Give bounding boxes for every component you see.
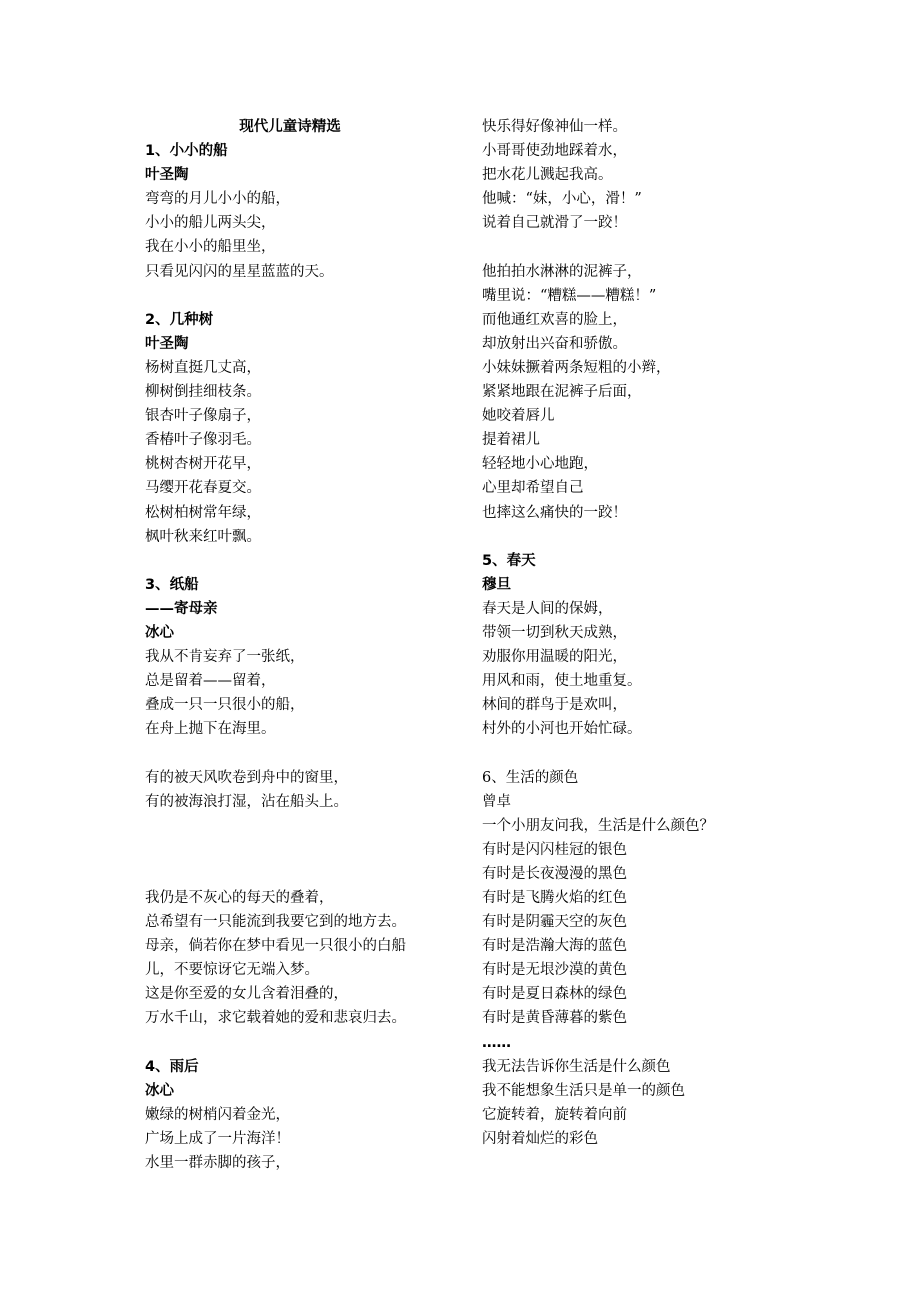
poem-line: 小哥哥使劲地踩着水，	[482, 143, 627, 160]
poem-line: 有时是黄昏薄暮的紫色	[482, 1010, 627, 1027]
poem-line: 母亲，倘若你在梦中看见一只很小的白船	[145, 938, 406, 955]
poem-line: 他拍拍水淋淋的泥裤子，	[482, 263, 642, 280]
poem-heading: 5、春天	[482, 552, 536, 569]
poem-heading: 1、小小的船	[145, 143, 228, 160]
poem-line: 桃树杏树开花早，	[145, 456, 261, 473]
poem-line: 把水花儿溅起我高。	[482, 167, 613, 184]
poem-line: 闪射着灿烂的彩色	[482, 1130, 598, 1147]
poem-line: 有时是浩瀚大海的蓝色	[482, 938, 627, 955]
poem-line: 银杏叶子像扇子，	[145, 408, 261, 425]
poem-line: 有时是无垠沙漠的黄色	[482, 962, 627, 979]
poem-line: 有的被海浪打湿，沾在船头上。	[145, 793, 348, 810]
poem-line: 林间的群鸟于是欢叫，	[482, 697, 627, 714]
poem-line: 我从不肯妄弃了一张纸，	[145, 649, 305, 666]
poem-line: 嘴里说：“糟糕——糟糕！”	[482, 287, 657, 304]
poem-line: 广场上成了一片海洋！	[145, 1130, 290, 1147]
poem-line: 有时是飞腾火焰的红色	[482, 890, 627, 906]
poem-line: 劝服你用温暖的阳光，	[482, 649, 627, 666]
poem-line: 却放射出兴奋和骄傲。	[482, 335, 627, 352]
poem-line: 快乐得好像神仙一样。	[482, 119, 627, 135]
poem-line: 在舟上抛下在海里。	[145, 721, 276, 738]
poem-line: 嫩绿的树梢闪着金光，	[145, 1106, 290, 1123]
poem-line: 叠成一只一只很小的船，	[145, 697, 305, 714]
poem-author: 冰心	[145, 624, 174, 641]
poem-line: 有的被天风吹卷到舟中的窗里，	[145, 769, 348, 786]
poem-line: 一个小朋友问我，生活是什么颜色？	[482, 817, 714, 834]
poem-line: 有时是阴霾天空的灰色	[482, 914, 627, 931]
poem-line: 我无法告诉你生活是什么颜色	[482, 1058, 671, 1075]
poem-line: 而他通红欢喜的脸上，	[482, 311, 627, 328]
poem-line: 轻轻地小心地跑，	[482, 456, 598, 473]
poem-heading: 2、几种树	[145, 311, 214, 328]
poem-line: 小小的船儿两头尖，	[145, 215, 276, 232]
poem-line: 心里却希望自己	[482, 480, 584, 497]
poem-author: 叶圣陶	[145, 335, 189, 352]
poem-line: 万水千山，求它载着她的爱和悲哀归去。	[145, 1010, 406, 1027]
poem-line: 有时是长夜漫漫的黑色	[482, 865, 627, 882]
poem-line: 紧紧地跟在泥裤子后面，	[482, 384, 642, 401]
poem-line: 也摔这么痛快的一跤！	[482, 504, 627, 521]
poem-line: 有时是夏日森林的绿色	[482, 986, 627, 1003]
poem-line: 只看见闪闪的星星蓝蓝的天。	[145, 263, 334, 280]
poem-subtitle: ——寄母亲	[145, 600, 218, 617]
poem-line: 马缨开花春夏交。	[145, 480, 261, 497]
poem-heading: 6、生活的颜色	[482, 769, 579, 786]
poem-line: 它旋转着，旋转着向前	[482, 1106, 627, 1123]
poem-line: 儿，不要惊讶它无端入梦。	[145, 962, 319, 979]
poem-line: 弯弯的月儿小小的船，	[145, 191, 290, 208]
ellipsis: ……	[482, 1034, 511, 1051]
poem-line: 有时是闪闪桂冠的银色	[482, 841, 627, 858]
poem-line: 春天是人间的保姆，	[482, 600, 613, 617]
poem-line: 他喊：“妹，小心，滑！”	[482, 191, 642, 208]
poem-line: 提着裙儿	[482, 432, 540, 449]
poem-line: 村外的小河也开始忙碌。	[482, 721, 642, 738]
right-column	[482, 115, 782, 1151]
poem-line: 她咬着唇儿	[482, 408, 555, 425]
poem-line: 杨树直挺几丈高，	[145, 359, 261, 376]
poem-line: 总希望有一只能流到我要它到的地方去。	[145, 914, 406, 931]
poem-line: 说着自己就滑了一跤！	[482, 215, 627, 232]
poem-heading: 3、纸船	[145, 576, 199, 593]
poem-line: 我仍是不灰心的每天的叠着，	[145, 890, 334, 906]
poem-line: 松树柏树常年绿，	[145, 504, 261, 521]
poem-line: 水里一群赤脚的孩子，	[145, 1155, 290, 1172]
poem-author: 穆旦	[482, 576, 511, 593]
poem-line: 我不能想象生活只是单一的颜色	[482, 1082, 685, 1099]
poem-line: 我在小小的船里坐，	[145, 239, 276, 256]
poem-line: 总是留着——留着，	[145, 673, 276, 690]
left-column	[145, 115, 455, 1175]
poem-line: 用风和雨，使土地重复。	[482, 673, 642, 690]
document-title: 现代儿童诗精选	[239, 119, 341, 135]
poem-line: 枫叶秋来红叶飘。	[145, 528, 261, 545]
poem-line: 香椿叶子像羽毛。	[145, 432, 261, 449]
poem-line: 小妹妹撅着两条短粗的小辫，	[482, 359, 671, 376]
poem-heading: 4、雨后	[145, 1058, 199, 1075]
poem-line: 这是你至爱的女儿含着泪叠的，	[145, 986, 348, 1003]
poem-author: 冰心	[145, 1082, 174, 1099]
poem-line: 柳树倒挂细枝条。	[145, 384, 261, 401]
poem-author: 叶圣陶	[145, 167, 189, 184]
poem-author: 曾卓	[482, 793, 511, 810]
poem-line: 带领一切到秋天成熟，	[482, 624, 627, 641]
